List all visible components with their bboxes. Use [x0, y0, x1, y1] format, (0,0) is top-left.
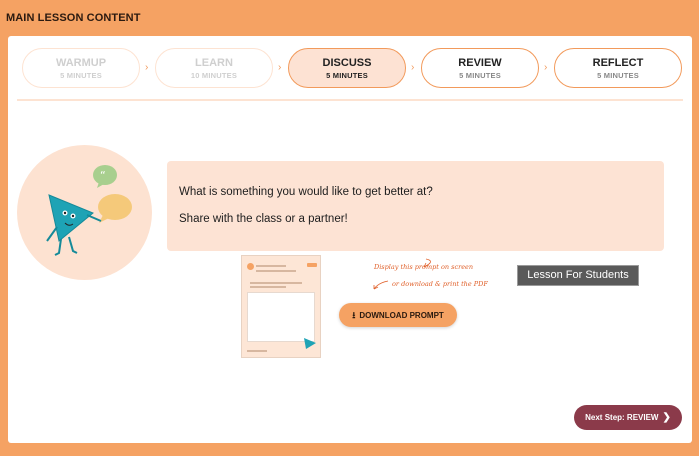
step-reflect[interactable]	[554, 48, 682, 88]
thumbnail-heading	[256, 265, 286, 267]
arrow-icon	[366, 255, 436, 295]
download-button-label: DOWNLOAD PROMPT	[359, 311, 444, 320]
download-prompt-button[interactable]	[339, 303, 457, 327]
chevron-right-icon: ❯	[662, 412, 671, 423]
thumbnail-heading	[256, 270, 296, 272]
chevron-right-icon: ›	[145, 62, 149, 73]
step-label: REFLECT	[592, 57, 644, 69]
annotation-download: or download & print the PDF	[392, 280, 488, 288]
download-icon: ⭳	[352, 310, 356, 320]
mascot-illustration	[17, 145, 152, 280]
step-label: LEARN	[195, 57, 233, 69]
section-title: MAIN LESSON CONTENT	[6, 12, 141, 24]
thumbnail-text	[250, 282, 302, 284]
step-label: DISCUSS	[322, 57, 372, 69]
annotation-display: Display this prompt on screen	[374, 263, 474, 271]
prompt-pdf-thumbnail[interactable]	[241, 255, 321, 358]
step-label: WARMUP	[55, 57, 107, 69]
step-duration: 5 MINUTES	[326, 71, 368, 80]
step-review[interactable]	[421, 48, 539, 88]
step-warmup[interactable]	[22, 48, 140, 88]
prompt-instruction: Share with the class or a partner!	[179, 213, 348, 225]
chevron-right-icon: ›	[278, 62, 282, 73]
chevron-right-icon: ›	[544, 62, 548, 73]
lesson-panel	[8, 36, 692, 443]
prompt-question: What is something you would like to get better at?	[179, 186, 433, 198]
step-tabs	[22, 48, 682, 88]
tooltip: Lesson For Students	[517, 265, 639, 286]
divider	[17, 99, 683, 101]
next-step-label: Next Step: REVIEW	[585, 413, 659, 422]
thumbnail-logo-icon	[247, 263, 254, 270]
step-learn[interactable]	[155, 48, 273, 88]
step-duration: 5 MINUTES	[597, 71, 639, 80]
step-discuss[interactable]	[288, 48, 406, 88]
next-step-button[interactable]	[574, 405, 682, 430]
mascot-icon	[302, 336, 318, 350]
thumbnail-answer-box	[247, 292, 315, 342]
svg-text:“: “	[100, 169, 106, 182]
step-duration: 5 MINUTES	[459, 71, 501, 80]
chevron-right-icon: ›	[411, 62, 415, 73]
discussion-prompt	[167, 161, 664, 251]
thumbnail-text	[250, 286, 286, 288]
step-duration: 5 MINUTES	[60, 71, 102, 80]
thumbnail-tag	[307, 263, 317, 267]
step-duration: 10 MINUTES	[190, 71, 238, 80]
thumbnail-footer	[247, 350, 267, 352]
mascot-icon	[17, 145, 152, 280]
step-label: REVIEW	[458, 57, 502, 69]
